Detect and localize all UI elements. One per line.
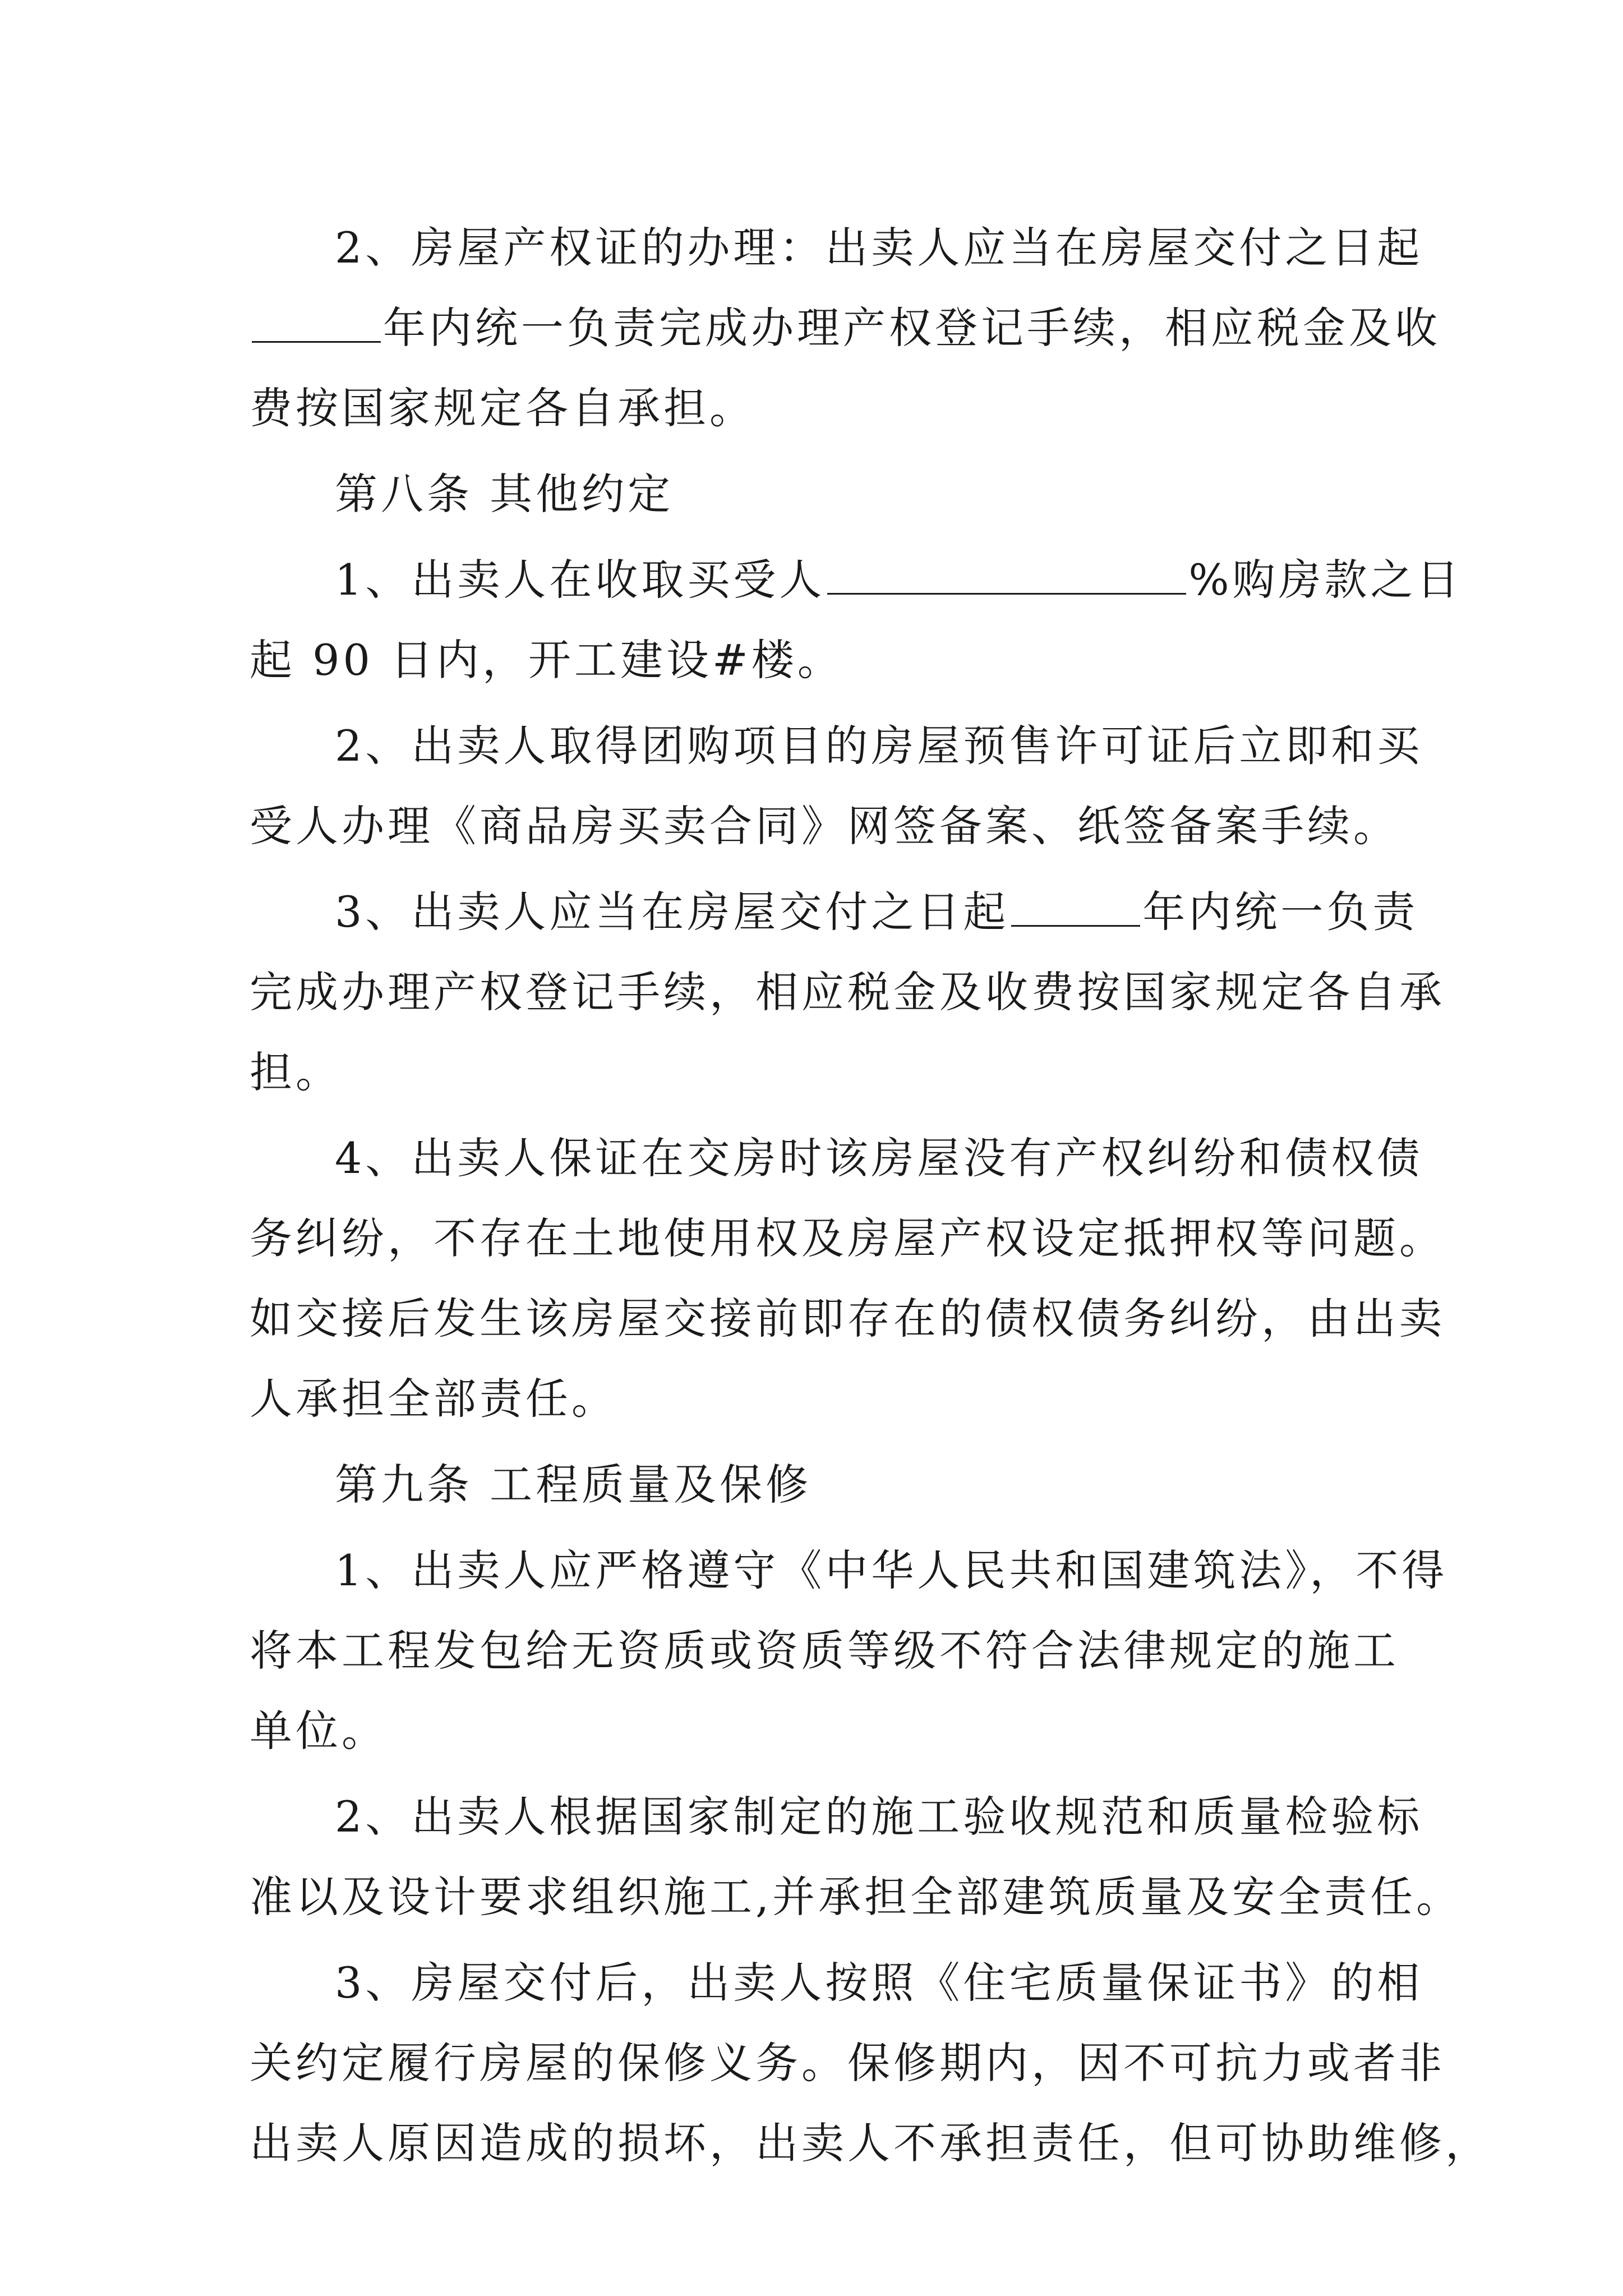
text-segment: 1、出卖人在收取买受人 [335,555,826,605]
text-line: 将本工程发包给无资质或资质等级不符合法律规定的施工 [250,1626,1399,1676]
text-line: 关约定履行房屋的保修义务。保修期内，因不可抗力或者非 [250,2038,1445,2088]
text-segment: %购房款之日 [1188,555,1463,605]
text-line: 受人办理《商品房买卖合同》网签备案、纸签备案手续。 [250,801,1399,851]
paragraph-building-law [250,1530,1448,1771]
text-line: 单位。 [250,1706,388,1756]
text-segment: 年内统一负责 [1142,887,1419,937]
text-line [250,288,1441,368]
text-line: 费按国家规定各自承担。 [250,383,755,433]
text-line: 4、出卖人保证在交房时该房屋没有产权纠纷和债权债 [335,1133,1423,1183]
text-line: 担。 [250,1047,342,1097]
text-line: 完成办理产权登记手续，相应税金及收费按国家规定各自承 [250,967,1445,1017]
fill-in-blank [827,559,1186,595]
paragraph-presale-filing [250,706,1423,866]
text-line: 如交接后发生该房屋交接前即存在的债权债务纠纷，由出卖 [250,1294,1445,1343]
text-line: 3、房屋交付后，出卖人按照《住宅质量保证书》的相 [335,1958,1423,2008]
paragraph-title-guarantee [250,1118,1445,1439]
text-line: 起 90 日内，开工建设#楼。 [250,635,843,685]
article-heading-8: 第八条 其他约定 [335,469,674,519]
text-segment: 3、出卖人应当在房屋交付之日起 [335,887,1009,937]
text-line: 1、出卖人应严格遵守《中华人民共和国建筑法》，不得 [335,1545,1448,1595]
text-line [250,540,1463,620]
text-line: 2、出卖人根据国家制定的施工验收规范和质量检验标 [335,1792,1423,1842]
text-line: 人承担全部责任。 [250,1374,617,1424]
paragraph-construction-start [250,540,1463,700]
paragraph-quality-standards [250,1777,1463,1937]
fill-in-blank [1011,891,1140,927]
text-line: 出卖人原因造成的损坏，出卖人不承担责任，但可协助维修， [250,2118,1491,2168]
text-line: 2、出卖人取得团购项目的房屋预售许可证后立即和买 [335,721,1423,771]
text-line: 准以及设计要求组织施工,并承担全部建筑质量及安全责任。 [250,1872,1463,1922]
document-body [250,208,1491,2183]
text-line [250,872,1419,952]
fill-in-blank [252,307,381,343]
article-heading-9: 第九条 工程质量及保修 [335,1460,812,1510]
text-segment: 年内统一负责完成办理产权登记手续，相应税金及收 [383,303,1441,353]
paragraph-registration [250,872,1445,1112]
text-line: 务纠纷，不存在土地使用权及房屋产权设定抵押权等问题。 [250,1213,1445,1263]
text-line: 2、房屋产权证的办理：出卖人应当在房屋交付之日起 [335,223,1423,273]
paragraph-warranty [250,1943,1491,2183]
paragraph-certificate [250,208,1441,448]
